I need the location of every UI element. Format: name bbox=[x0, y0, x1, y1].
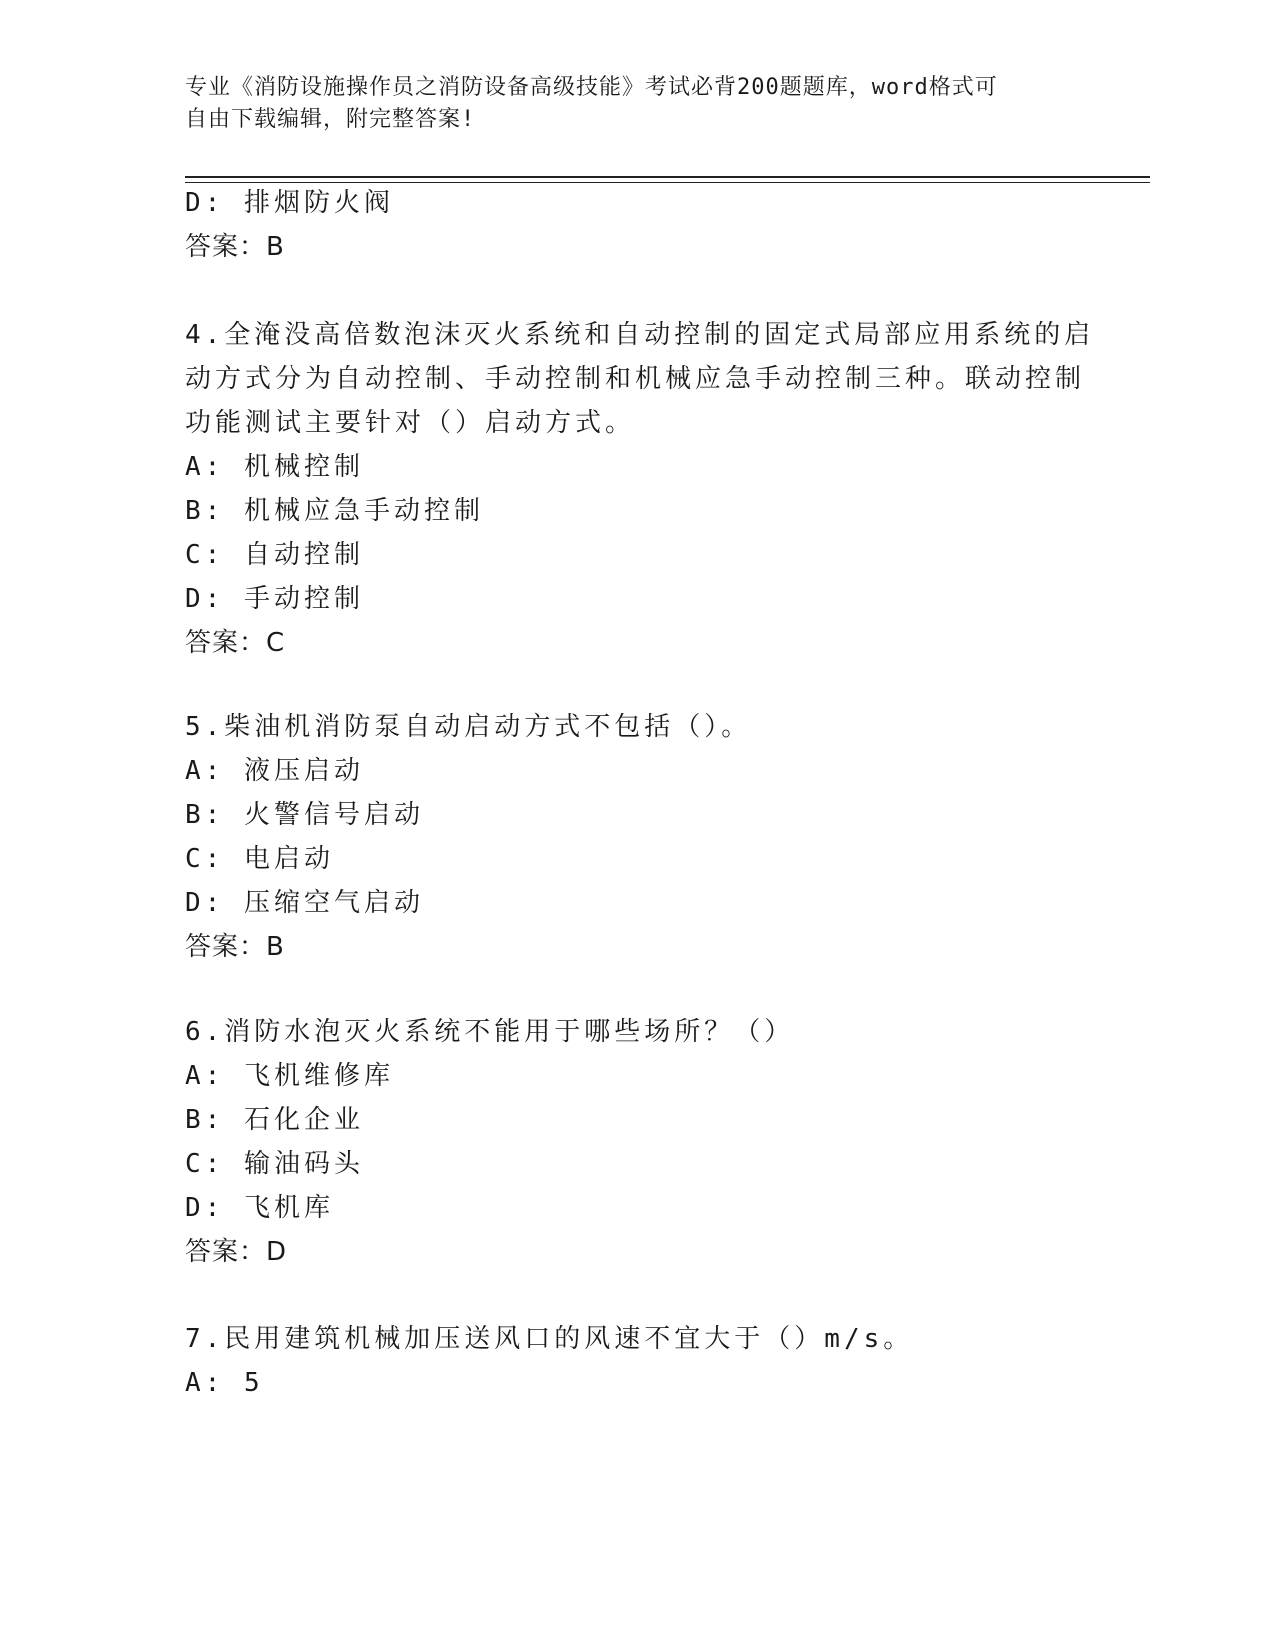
document-header bbox=[185, 72, 1065, 136]
q6-stem: 6.消防水泡灭火系统不能用于哪些场所？（） bbox=[185, 1017, 795, 1047]
header-line-1: 专业《消防设施操作员之消防设备高级技能》考试必背200题题库，word格式可 bbox=[185, 75, 998, 100]
q5-option-b: B: 火警信号启动 bbox=[185, 800, 424, 830]
q4-option-d: D: 手动控制 bbox=[185, 584, 364, 614]
q6-answer: 答案：D bbox=[185, 1237, 288, 1267]
q4-option-c: C: 自动控制 bbox=[185, 540, 364, 570]
q4-stem-line-3: 功能测试主要针对（）启动方式。 bbox=[185, 408, 636, 438]
q5-option-a: A: 液压启动 bbox=[185, 756, 364, 786]
q5-stem: 5.柴油机消防泵自动启动方式不包括（）。 bbox=[185, 712, 752, 742]
q3-option-d: D: 排烟防火阀 bbox=[185, 188, 394, 218]
q4-answer: 答案：C bbox=[185, 628, 286, 658]
q5-option-d: D: 压缩空气启动 bbox=[185, 888, 424, 918]
q5-answer: 答案：B bbox=[185, 932, 285, 962]
q6-option-c: C: 输油码头 bbox=[185, 1149, 364, 1179]
q7-option-a: A: 5 bbox=[185, 1368, 264, 1398]
q4-stem-line-1: 4.全淹没高倍数泡沫灭火系统和自动控制的固定式局部应用系统的启 bbox=[185, 320, 1095, 350]
q3-answer: 答案：B bbox=[185, 232, 285, 262]
header-line-2: 自由下载编辑，附完整答案! bbox=[185, 107, 476, 132]
q4-stem-line-2: 动方式分为自动控制、手动控制和机械应急手动控制三种。联动控制 bbox=[185, 364, 1086, 394]
q6-option-d: D: 飞机库 bbox=[185, 1193, 334, 1223]
q4-option-a: A: 机械控制 bbox=[185, 452, 364, 482]
q5-option-c: C: 电启动 bbox=[185, 844, 334, 874]
header-divider-thin bbox=[185, 182, 1150, 183]
q6-option-b: B: 石化企业 bbox=[185, 1105, 364, 1135]
header-divider-thick bbox=[185, 176, 1150, 178]
q6-option-a: A: 飞机维修库 bbox=[185, 1061, 394, 1091]
q4-option-b: B: 机械应急手动控制 bbox=[185, 496, 484, 526]
q7-stem: 7.民用建筑机械加压送风口的风速不宜大于（）m/s。 bbox=[185, 1324, 914, 1354]
